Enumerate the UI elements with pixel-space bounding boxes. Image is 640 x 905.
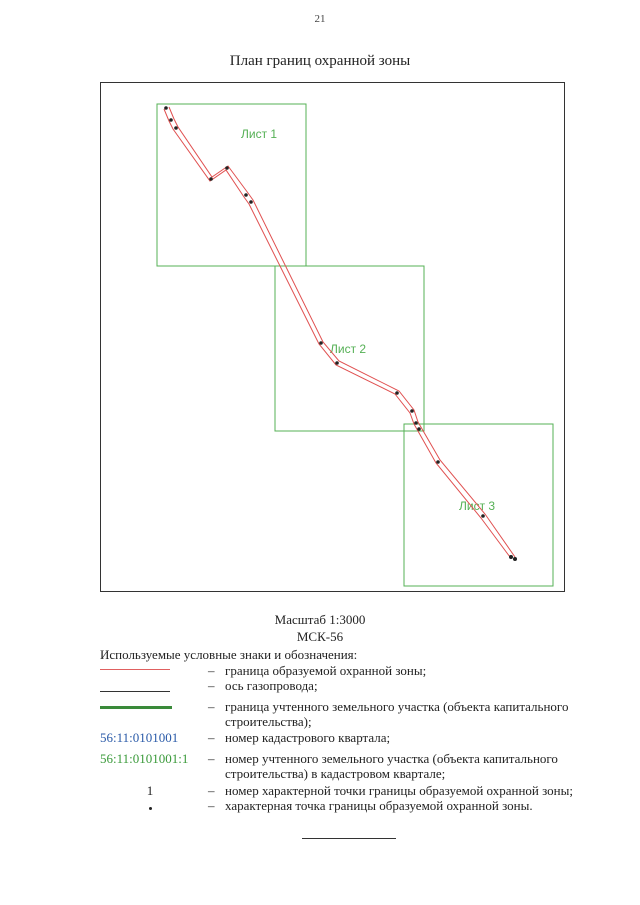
legend-description: граница учтенного земельного участка (объекта капитального строительства); bbox=[225, 699, 569, 729]
boundary-point bbox=[249, 200, 253, 204]
dot-symbol bbox=[149, 807, 152, 810]
boundary-point bbox=[169, 118, 173, 122]
boundary-point bbox=[436, 460, 440, 464]
legend-dash: – bbox=[208, 783, 215, 798]
map-frame bbox=[100, 82, 565, 592]
land-plot-number-sample: 56:11:0101001:1 bbox=[100, 751, 189, 766]
page-number: 21 bbox=[314, 13, 326, 25]
sheet-1-label: Лист 1 bbox=[241, 127, 278, 141]
legend-description: номер кадастрового квартала; bbox=[225, 730, 391, 745]
boundary-point bbox=[481, 514, 485, 518]
boundary-point bbox=[509, 555, 513, 559]
legend-title: Используемые условные знаки и обозначения: bbox=[100, 647, 358, 662]
protection-zone-boundary-left bbox=[164, 109, 510, 557]
boundary-point bbox=[417, 427, 421, 431]
legend-dash: – bbox=[208, 798, 215, 813]
legend-description: ось газопровода; bbox=[225, 678, 318, 693]
boundary-point bbox=[225, 166, 229, 170]
boundary-point bbox=[244, 193, 248, 197]
boundary-point bbox=[414, 421, 418, 425]
characteristic-points bbox=[164, 106, 517, 561]
legend-description: граница образуемой охранной зоны; bbox=[225, 663, 427, 678]
cadastral-quarter-sample: 56:11:0101001 bbox=[100, 730, 179, 745]
legend-dash: – bbox=[208, 751, 215, 766]
legend-dash: – bbox=[208, 663, 215, 678]
legend-item-land-plot-boundary bbox=[100, 699, 600, 733]
legend-item-land-plot-number bbox=[100, 751, 600, 785]
black-line-symbol bbox=[100, 691, 170, 692]
boundary-point bbox=[410, 409, 414, 413]
plan-title: План границ охранной зоны bbox=[229, 53, 411, 69]
green-line-symbol bbox=[100, 706, 172, 709]
boundary-point bbox=[209, 177, 213, 181]
sheet-2-label: Лист 2 bbox=[330, 342, 367, 356]
boundary-point bbox=[513, 557, 517, 561]
boundary-point bbox=[395, 391, 399, 395]
boundary-point bbox=[319, 341, 323, 345]
coordinate-system: МСК-56 bbox=[296, 629, 344, 644]
sheet-3-label: Лист 3 bbox=[459, 499, 496, 513]
boundary-point bbox=[174, 126, 178, 130]
boundary-point bbox=[164, 106, 168, 110]
legend-description: номер учтенного земельного участка (объекта капитального строительства) в кадастровом квартале; bbox=[225, 751, 558, 781]
legend-description: характерная точка границы образуемой охранной зоны. bbox=[225, 798, 533, 813]
point-number-sample: 1 bbox=[146, 783, 154, 798]
protection-zone-boundary-right bbox=[169, 107, 515, 557]
legend-description: номер характерной точки границы образуемой охранной зоны; bbox=[225, 783, 573, 798]
boundary-point bbox=[335, 361, 339, 365]
boundary-map bbox=[101, 83, 564, 591]
legend-dash: – bbox=[208, 678, 215, 693]
bottom-rule bbox=[302, 838, 396, 839]
map-scale: Масштаб 1:3000 bbox=[274, 612, 366, 627]
legend-dash: – bbox=[208, 730, 215, 745]
legend-dash: – bbox=[208, 699, 215, 714]
red-line-symbol bbox=[100, 669, 170, 670]
legend-item-characteristic-point bbox=[100, 798, 600, 832]
